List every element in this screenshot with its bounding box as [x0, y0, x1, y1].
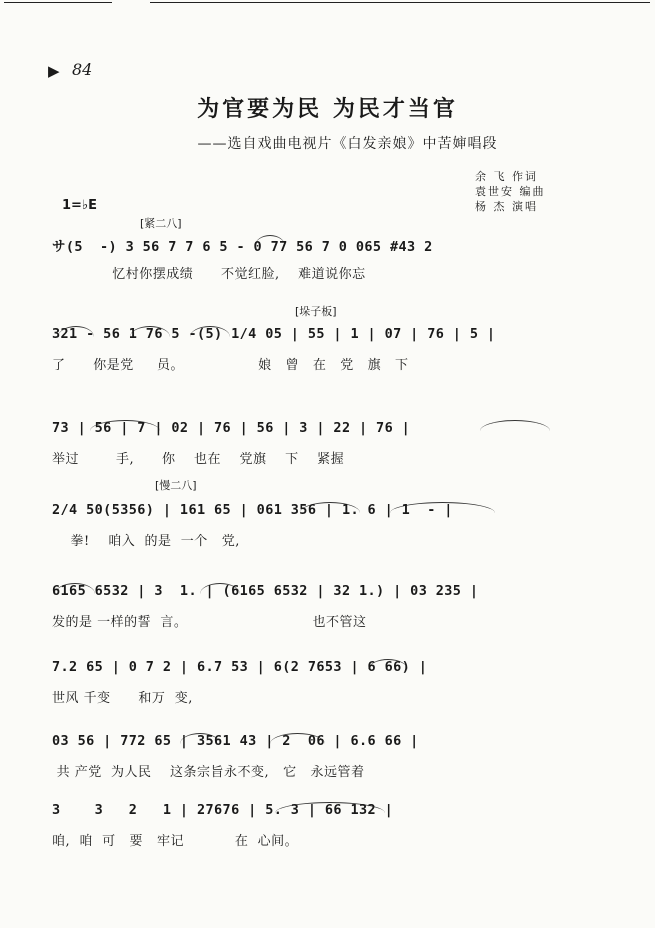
notation-line: 6165 6532 | 3 1. | (6165 6532 | 32 1.) | 03 235 | [52, 583, 479, 599]
top-rule [4, 2, 112, 3]
credit-lyricist: 余 飞 作词 [475, 170, 538, 183]
key-signature: 1=♭E [62, 198, 97, 213]
page-number: 84 [72, 60, 93, 79]
section-label: [垛子板] [295, 305, 337, 318]
credit-arranger: 袁世安 编曲 [475, 185, 546, 198]
lyric-line: 发的是 一样的誓 言。 也不管这 [52, 615, 367, 630]
lyric-line: 了 你是党 员。 娘 曾 在 党 旗 下 [52, 358, 409, 373]
credit-singer: 杨 杰 演唱 [475, 200, 538, 213]
notation-line: 2/4 50(5356) | 161 65 | 061 356 | 1. 6 | 1 - | [52, 502, 453, 518]
top-rule [150, 2, 650, 3]
lyric-line: 咱, 咱 可 要 牢记 在 心间。 [52, 834, 299, 849]
lyric-line: 忆村你摆成绩 不觉红脸, 难道说你忘 [52, 267, 366, 282]
song-title: 为官要为民 为民才当官 [197, 96, 458, 122]
section-label: [紧二八] [140, 217, 182, 230]
lyric-line: 拳! 咱入 的是 一个 党, [52, 534, 240, 549]
notation-line: 73 | 56 | 7 | 02 | 76 | 56 | 3 | 22 | 76 | [52, 420, 411, 436]
notation-line: 3 3 2 1 | 27676 | 5. 3 | 66 132 | [52, 802, 394, 818]
page-marker-icon: ▶ [48, 62, 60, 80]
song-subtitle: ——选自戏曲电视片《白发亲娘》中苦婶唱段 [197, 136, 498, 152]
lyric-line: 世风 千变 和万 变, [52, 691, 193, 706]
notation-line: 03 56 | 772 65 | 3561 43 | 2 06 | 6.6 66 | [52, 733, 419, 749]
lyric-line: 共 产党 为人民 这条宗旨永不变, 它 永远管着 [52, 765, 365, 780]
notation-line: サ(5 -) 3 56 7 7 6 5 - 0 77 56 7 0 065 #43 2 [52, 239, 433, 255]
lyric-line: 举过 手, 你 也在 党旗 下 紧握 [52, 452, 345, 467]
slur [480, 420, 550, 431]
section-label: [慢二八] [155, 479, 197, 492]
notation-line: 321 - 56 1 76 5 -(5) 1/4 05 | 55 | 1 | 07 | 76 | 5 | [52, 326, 496, 342]
notation-line: 7.2 65 | 0 7 2 | 6.7 53 | 6(2 7653 | 6 66) | [52, 659, 428, 675]
